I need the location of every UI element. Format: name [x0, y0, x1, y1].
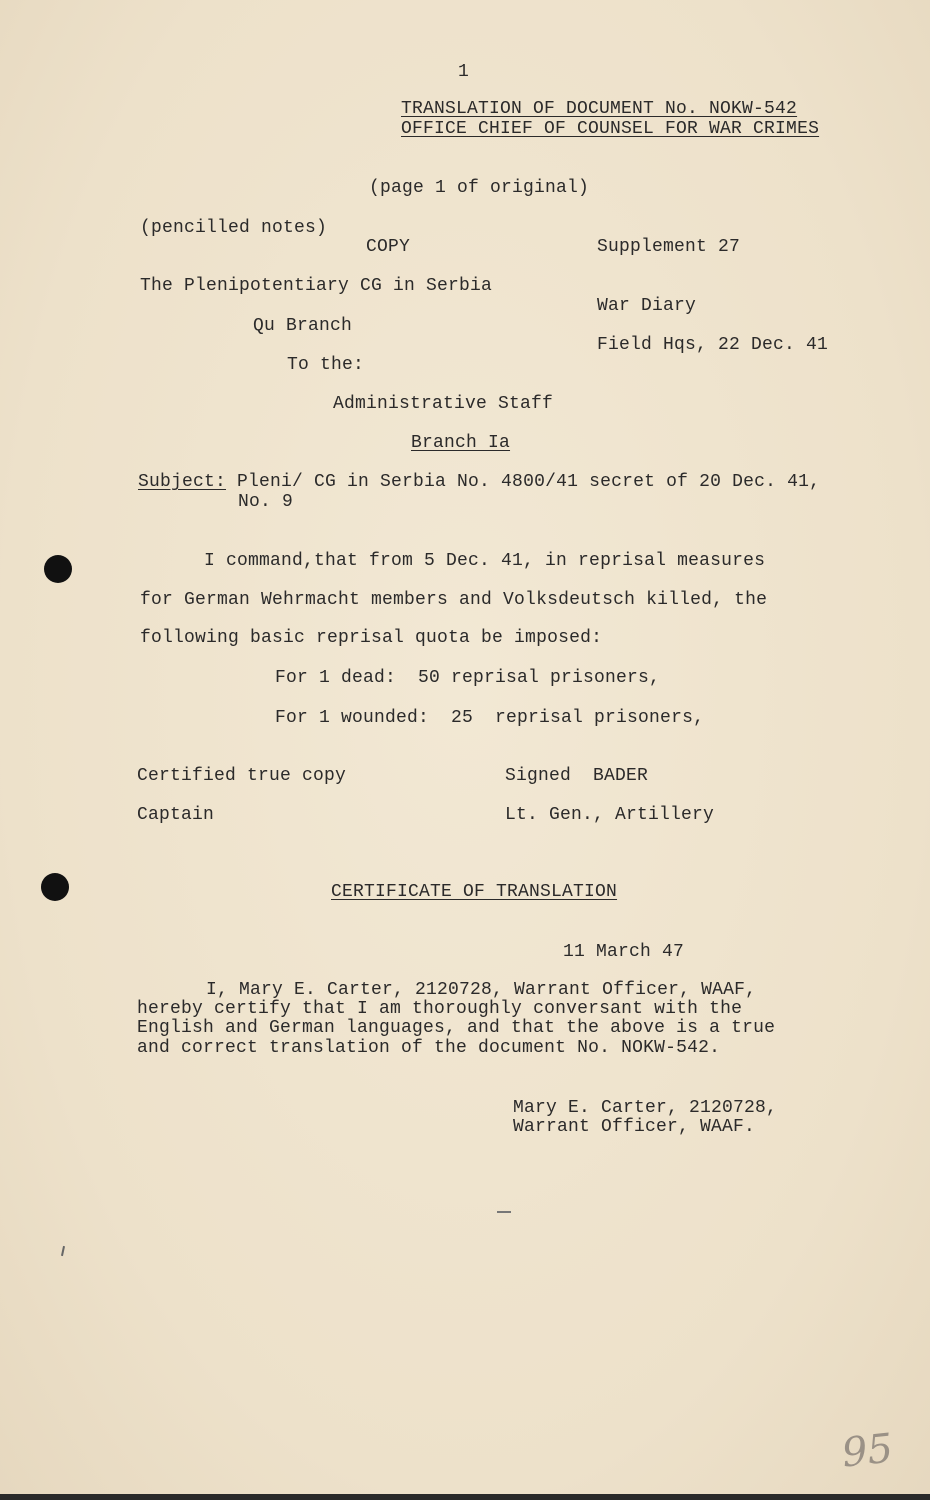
pencilled-notes: (pencilled notes) — [140, 218, 328, 238]
to-the-line: To the: — [287, 355, 365, 375]
body-line-3: following basic reprisal quota be imposed: — [140, 628, 603, 648]
signed-bader: Signed BADER — [505, 766, 649, 786]
certified-copy-label: Certified true copy — [137, 766, 347, 786]
certificate-title: CERTIFICATE OF TRANSLATION — [331, 882, 618, 902]
punch-hole-top — [44, 555, 72, 583]
header-translation-line: TRANSLATION OF DOCUMENT No. NOKW-542 — [401, 99, 798, 119]
sender-line: The Plenipotentiary CG in Serbia — [140, 276, 493, 296]
signature-line-1: Mary E. Carter, 2120728, — [513, 1098, 778, 1118]
handwritten-page-number: 95 — [839, 1425, 896, 1477]
copy-label: COPY — [366, 237, 411, 257]
subject-text: Pleni/ CG in Serbia No. 4800/41 secret of 20 Dec. 41, — [226, 472, 821, 492]
header-office-line: OFFICE CHIEF OF COUNSEL FOR WAR CRIMES — [401, 119, 820, 139]
dash-mark — [497, 1211, 511, 1213]
subject-line — [138, 472, 820, 492]
branch-line: Qu Branch — [253, 316, 353, 336]
page-number: 1 — [458, 62, 470, 82]
captain-label: Captain — [137, 805, 215, 825]
subject-number: No. 9 — [238, 492, 294, 512]
quota-dead: For 1 dead: 50 reprisal prisoners, — [275, 668, 661, 688]
certificate-line-1: I, Mary E. Carter, 2120728, Warrant Officer, WAAF, — [206, 980, 757, 1000]
margin-mark — [61, 1246, 65, 1256]
page-of-original: (page 1 of original) — [369, 178, 590, 198]
branch-ia-line: Branch Ia — [411, 433, 511, 453]
body-line-1: I command,that from 5 Dec. 41, in reprisal measures — [204, 551, 766, 571]
war-diary-label: War Diary — [597, 296, 697, 316]
quota-wounded: For 1 wounded: 25 reprisal prisoners, — [275, 708, 705, 728]
field-hqs-date: Field Hqs, 22 Dec. 41 — [597, 335, 829, 355]
certificate-line-3: English and German languages, and that the above is a true — [137, 1018, 776, 1038]
signature-line-2: Warrant Officer, WAAF. — [513, 1117, 756, 1137]
bottom-edge — [0, 1494, 930, 1500]
administrative-staff-line: Administrative Staff — [333, 394, 554, 414]
body-line-2: for German Wehrmacht members and Volksdeutsch killed, the — [140, 590, 768, 610]
certificate-line-4: and correct translation of the document No. NOKW-542. — [137, 1038, 721, 1058]
supplement-label: Supplement 27 — [597, 237, 741, 257]
certificate-line-2: hereby certify that I am thoroughly conversant with the — [137, 999, 743, 1019]
certificate-date: 11 March 47 — [563, 942, 685, 962]
punch-hole-bottom — [41, 873, 69, 901]
subject-label: Subject: — [138, 472, 227, 492]
lt-gen-artillery: Lt. Gen., Artillery — [505, 805, 715, 825]
